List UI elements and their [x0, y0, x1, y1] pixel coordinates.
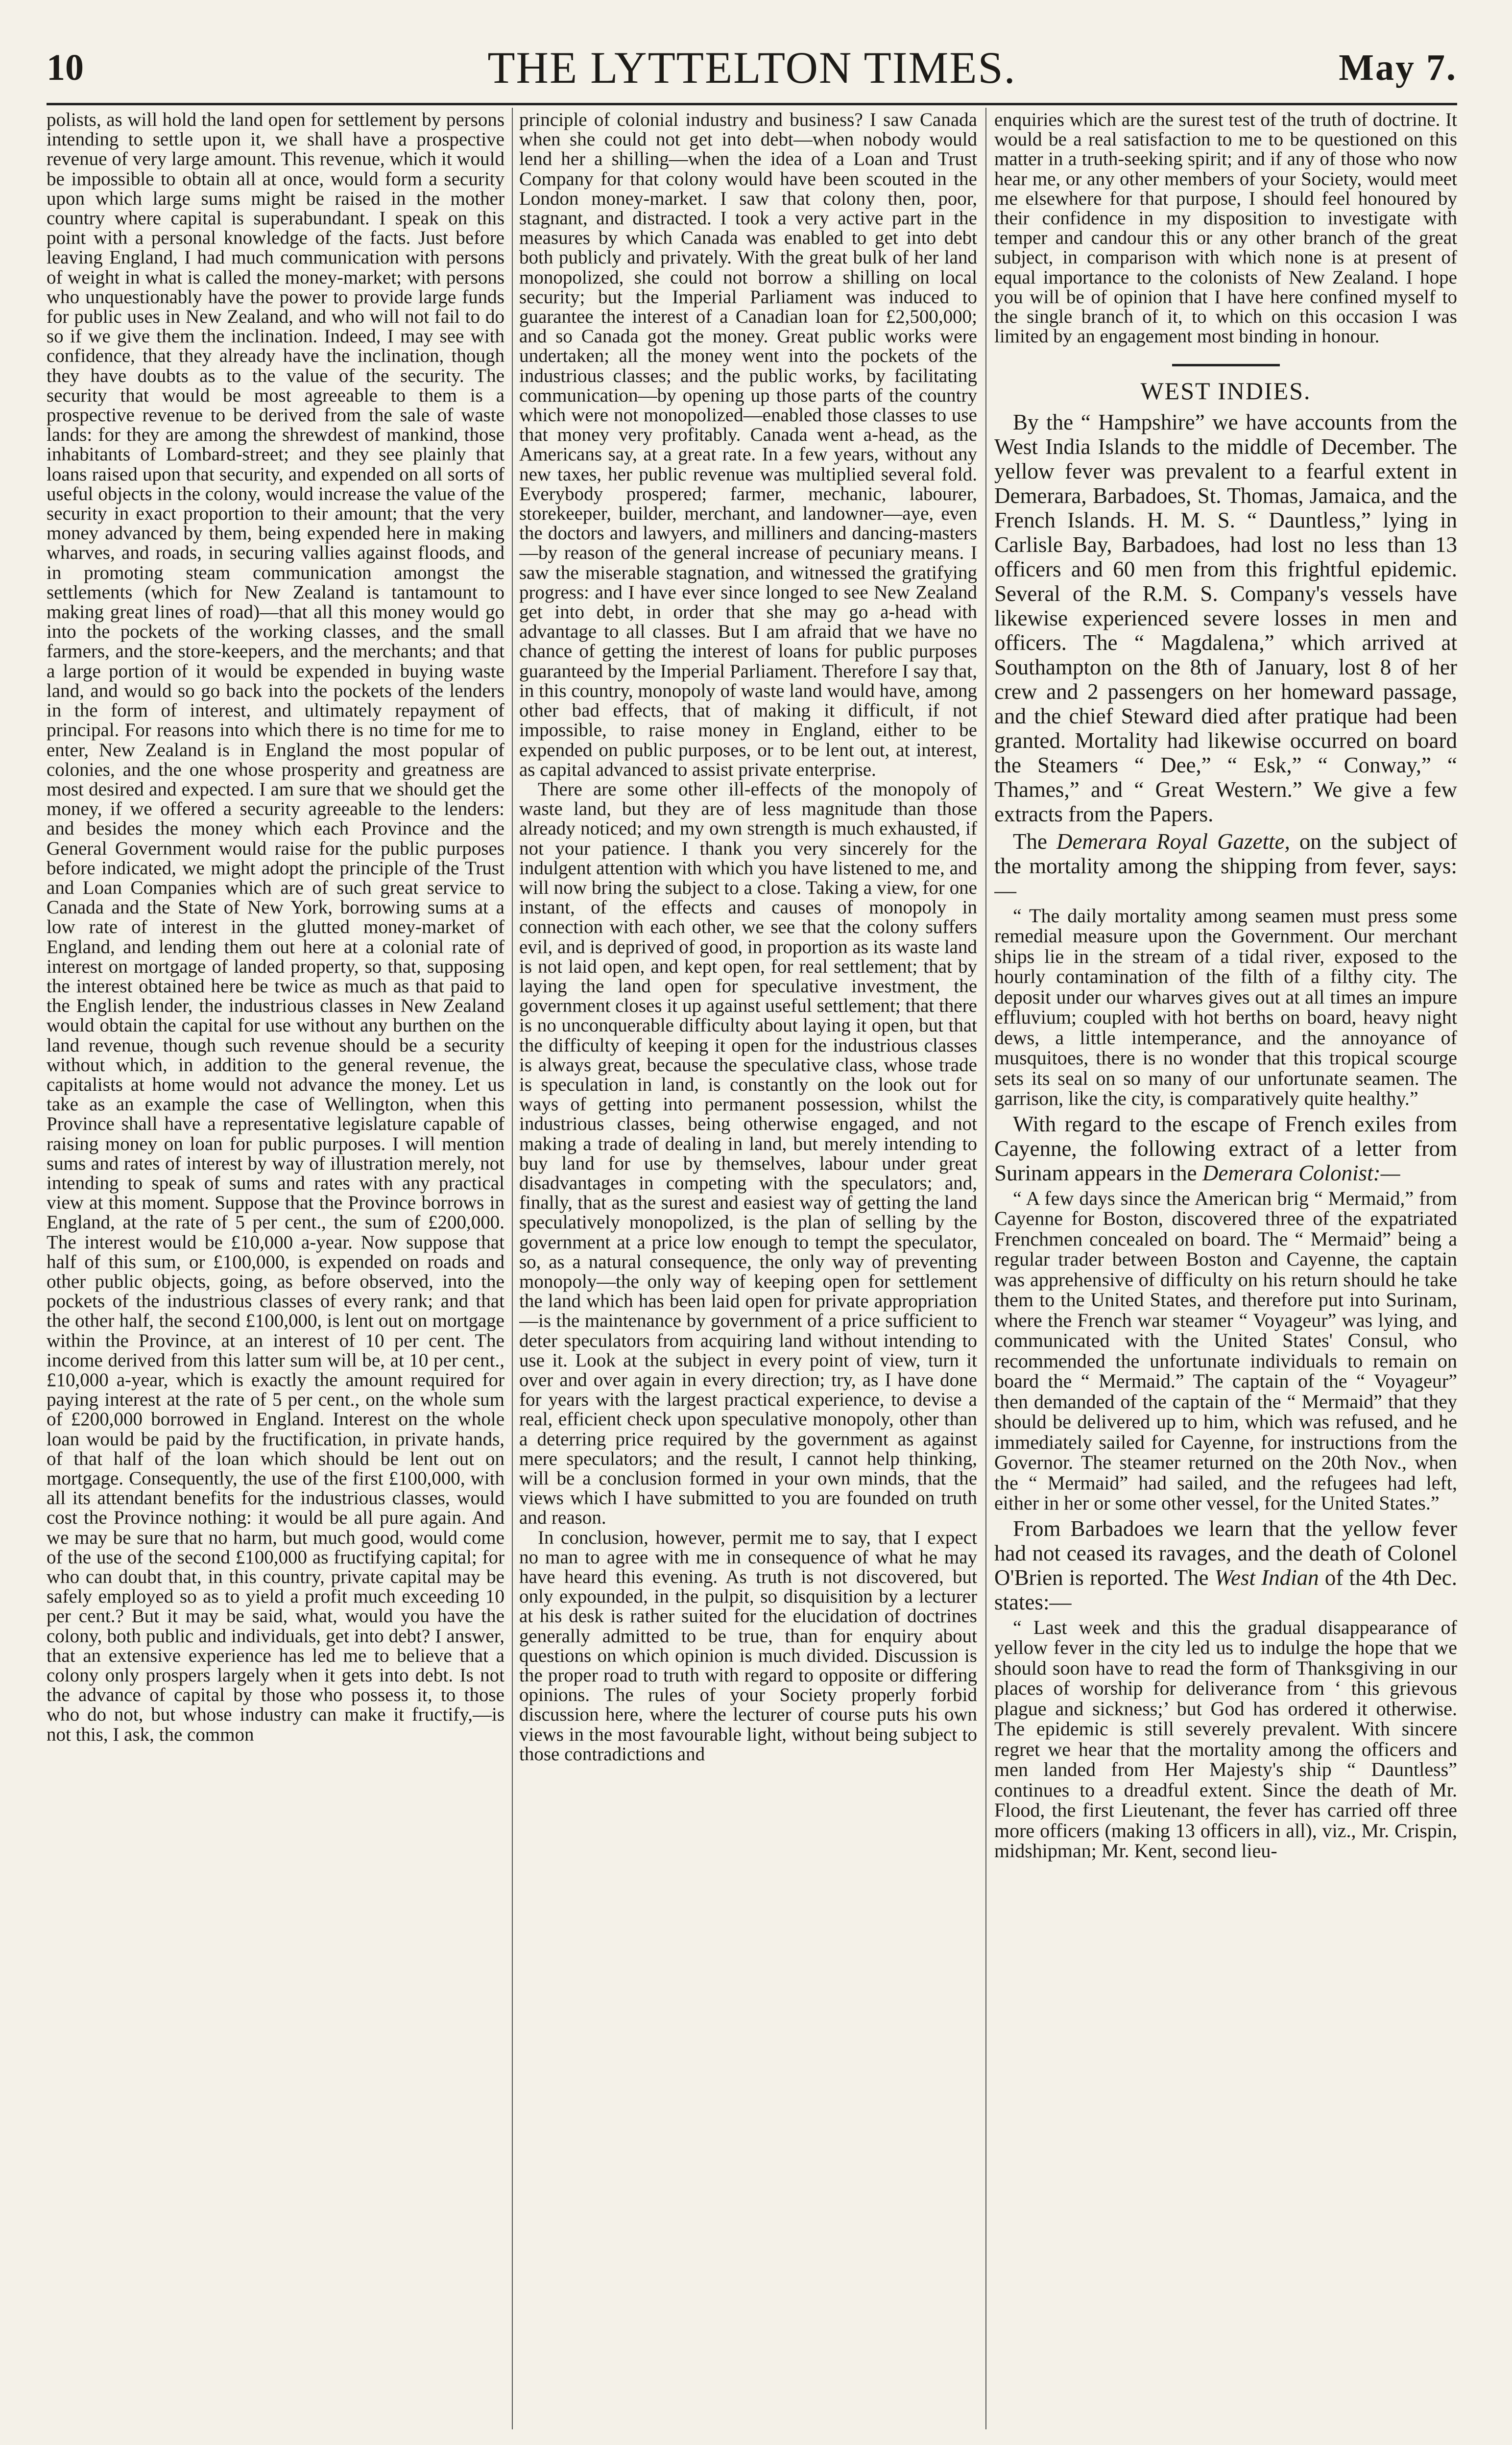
lecture-continuation [994, 110, 1457, 346]
lecture-paragraph: polists, as will hold the land open for settlement by persons intending to settle upon it, we shall have a prospective revenue of very large amount. This revenue, which it would be impossible to obtain all at once, would form a security upon which large sums might be raised in the mother country where capital is superabundant. I speak on this point with a personal knowledge of the facts. Just before leaving England, I had much communication with persons of weight in what is called the money-market; with persons who unquestionably have the power to provide large funds for public uses in New Zealand, and who will not fail to do so if we give them the inclination. Indeed, I may see with confidence, that they already have the inclination, though they have doubts as to the value of the security. The security that would be most agreeable to them is a prospective revenue to be derived from the sale of waste lands: for they are among the shrewdest of mankind, those inhabitants of Lombard-street; and they see plainly that loans raised upon that security, and expended on all sorts of useful objects in the colony, would increase the value of the security in exact proportion to their amount; that the very money advanced by them, being expended here in making wharves, and roads, in securing vallies against floods, and in promoting steam communication amongst the settlements (which for New Zealand is tantamount to making great lines of road)—that all this money would go into the pockets of the working classes, and the small farmers, and the store-keepers, and the merchants; and that a large portion of it would be expended in buying waste land, and would so go back into the pockets of the lenders in the form of interest, and ultimately repayment of principal. For reasons into which there is no time for me to enter, New Zealand is in England the most popular of colonies, and the one whose prosperity and greatness are most desired and expected. I am sure that we should get the money, if we offered a security agreeable to the lenders: and besides the money which each Province and the General Government would raise for the public purposes before indicated, we might adopt the principle of the Trust and Loan Companies which are of such great service to Canada and the State of New York, borrowing sums at a low rate of interest in the glutted money-market of England, and lending them out here at a colonial rate of interest on mortgage of landed property, so that, supposing the interest obtained here be twice as much as that paid to the English lender, the industrious classes in New Zealand would obtain the capital for use without any burthen on the land revenue, though such revenue should be a security without which, in addition to the general revenue, the capitalists at home would not advance the money. Let us take as an example the case of Wellington, when this Province shall have a representative legislature capable of raising money on loan for public purposes. I will mention sums and rates of interest by way of illustration merely, not intending to speak of sums and rates with any practical view at this moment. Suppose that the Province borrows in England, at the rate of 5 per cent., the sum of £200,000. The interest would be £10,000 a-year. Now suppose that half of this sum, or £100,000, is expended on roads and other public objects, going, as before observed, into the pockets of the industrious classes of every rank; and that the other half, the second £100,000, is lent out on mortgage within the Province, at an interest of 10 per cent. The income derived from this latter sum will be, at 10 per cent., £10,000 a-year, which is exactly the amount required for paying interest at the rate of 5 per cent., on the whole sum of £200,000 borrowed in England. Interest on the whole loan would be paid by the fructification, in private hands, of that half of the loan which should be lent out on mortgage. Consequently, the use of the first £100,000, with all its attendant benefits for the industrious classes, would cost the Province nothing: it would be all pure again. And we may be sure that no harm, but much good, would come of the use of the second £100,000 as fructifying capital; for who can doubt that, in this country, private capital may be safely employed so as to yield a profit much exceeding 10 per cent.? But it may be said, what, would you have the colony, both public and individuals, get into debt? I answer, that an extensive experience has led me to believe that a colony only prospers largely when it gets into debt. Is not the advance of capital by those who possess it, to those who do not, but whose industry can make it fructify,—is not this, I ask, the common [47, 110, 504, 1745]
column-1 [47, 110, 504, 2422]
quoted-extract: “ A few days since the American brig “ Mermaid,” from Cayenne for Boston, discovered three of the expatriated Frenchmen concealed on board. The “ Mermaid” being a regular trader between Boston and Cayenne, the captain was apprehensive of difficulty on his return should he take them to the United States, and therefore put into Surinam, where the French war steamer “ Voyageur” was lying, and communicated with the United States' Consul, who recommended the unfortunate individuals to remain on board the “ Mermaid.” The captain of the “ Voyageur” then demanded of the captain of the “ Mermaid” that they should be delivered up to him, which was refused, and he immediately sailed for Cayenne, for instructions from the Governor. The steamer returned on the 20th Nov., when the “ Mermaid” had sailed, and the refugees had left, either in her or some other vessel, for the United States.” [994, 1187, 1457, 1514]
text-run: The [1013, 829, 1047, 854]
article-paragraph [994, 1516, 1457, 1614]
publication-name: West Indian [1214, 1565, 1319, 1590]
lecture-paragraph: There are some other ill-effects of the monopoly of waste land, but they are of less magnitude than those already noticed; and my own strength is much exhausted, if not your patience. I thank you very sincerely for the indulgent attention with which you have listened to me, and will now bring the subject to a close. Taking a view, for one instant, of the effects and causes of monopoly in connection with each other, we see that the colony suffers evil, and is deprived of good, in proportion as its waste land is not laid open, and kept open, for real settlement; that by laying the land open for speculative investment, the government closes it up against useful settlement; that there is no unconquerable difficulty about laying it open, but that the difficulty of keeping it open for the industrious classes is always great, because the speculative class, whose trade is speculation in land, is constantly on the look out for ways of getting into permanent possession, whilst the industrious classes, being otherwise engaged, and not making a trade of dealing in land, but merely intending to buy land for use by themselves, labour under great disadvantages in competing with the speculators; and, finally, that as the surest and easiest way of getting the land speculatively monopolized, is the plan of selling by the government at a price low enough to tempt the speculator, so, as a natural consequence, the only way of preventing monopoly—the only way of keeping open for settlement the land which has been laid open for private appropriation—is the maintenance by government of a price sufficient to deter speculators from acquiring land without intending to use it. Look at the subject in every point of view, turn it over and over again in every direction; try, as I have done for years with the largest practical experience, to devise a real, efficient check upon speculative monopoly, other than a deterring price required by the government as against mere speculators; and the result, I cannot help thinking, will be a conclusion formed in your own minds, that the views which I have submitted to you are founded on truth and reason. [519, 778, 977, 1529]
article-paragraph [994, 829, 1457, 903]
text-run: on the subject of the mortality among the shipping from fever, says:— [994, 829, 1457, 903]
masthead-rule [47, 103, 1457, 105]
west-indies-article [994, 410, 1457, 1861]
lecture-paragraph: enquiries which are the surest test of the truth of doctrine. It would be a real satisfaction to me to be questioned on this matter in a truth-seeking spirit; and if any of those who now hear me, or any other members of your Society, would meet me elsewhere for that purpose, I should feel honoured by their confidence in my disposition to investigate with temper and candour this or any other branch of the great subject, in comparison with which none is at present of equal importance to the colonists of New Zealand. I hope you will be of opinion that I have here confined myself to the single branch of it, to which on this occasion I was limited by an engagement most binding in honour. [994, 110, 1457, 347]
newspaper-title: THE LYTTELTON TIMES. [487, 43, 1016, 93]
text-run: of the 4th Dec. states:— [994, 1565, 1457, 1614]
article-paragraph: By the “ Hampshire” we have accounts from the West India Islands to the middle of December. The yellow fever was prevalent to a fearful extent in Demerara, Barbadoes, St. Thomas, Jamaica, and the French Islands. H. M. S. “ Dauntless,” lying in Carlisle Bay, Barbadoes, had lost no less than 13 officers and 60 men from this frightful epidemic. Several of the R.M. S. Company's vessels have likewise experienced severe losses in men and officers. The “ Magdalena,” which arrived at Southampton on the 8th of January, lost 8 of her crew and 2 passengers on her homeward passage, and the chief Steward died after pratique had been granted. Mortality had likewise occurred on board the Steamers “ Dee,” “ Esk,” “ Conway,” “ Thames,” and “ Great Western.” We give a few extracts from the Papers. [994, 409, 1457, 826]
column-divider [512, 108, 513, 2429]
column-3 [994, 110, 1457, 2422]
lecture-paragraph: In conclusion, however, permit me to say, that I expect no man to agree with me in consequence of what he may have heard this evening. As truth is not discovered, but only expounded, in the pulpit, so disquisition by a lecturer at his desk is rather suited for the elucidation of doctrines generally admitted to be true, than for enquiry about questions on which opinion is much divided. Discussion is the proper road to truth with regard to opposite or differing opinions. The rules of your Society properly forbid discussion here, where the lecturer of course puts his own views in the most favourable light, without being subject to those contradictions and [519, 1527, 977, 1765]
article-paragraph [994, 1112, 1457, 1185]
publication-name: Demerara Colonist:— [1202, 1160, 1400, 1185]
issue-date: May 7. [1339, 47, 1457, 88]
text-run: With regard to the escape of French exiles from Cayenne, the following extract of a letter from Surinam appears in the [994, 1111, 1457, 1185]
section-heading: WEST INDIES. [1140, 377, 1311, 405]
column-divider [985, 108, 986, 2429]
quoted-extract: “ The daily mortality among seamen must press some remedial measure upon the Government. Our merchant ships lie in the stream of a tidal river, exposed to the hourly contamination of the filth of a filthy city. The deposit under our wharves gives out at all times an impure effluvium; coupled with hot berths on board, heavy night dews, a little intemperance, and the annoyance of musquitoes, there is no wonder that this tropical scourge sets its seal on so many of our unfortunate seamen. The garrison, like the city, is comparatively quite healthy.” [994, 904, 1457, 1110]
page-number: 10 [47, 47, 84, 88]
section-separator [1172, 364, 1280, 366]
publication-name: Demerara Royal Gazette, [1056, 829, 1290, 854]
column-2 [519, 110, 977, 2422]
text-run: From Barbadoes we learn that the yellow fever had not ceased its ravages, and the death of Colonel O'Brien is reported. The [994, 1516, 1457, 1590]
masthead [47, 27, 1457, 100]
quoted-extract: “ Last week and this the gradual disappearance of yellow fever in the city led us to indulge the hope that we should soon have to read the form of Thanksgiving in our places of worship for deliverance from ‘ this grievous plague and sickness;’ but God has ordered it otherwise. The epidemic is still severely prevalent. With sincere regret we hear that the mortality among the officers and men landed from Her Majesty's ship “ Dauntless” continues to a dreadful extent. Since the death of Mr. Flood, the first Lieutenant, the fever has carried off three more officers (making 13 officers in all), viz., Mr. Crispin, midshipman; Mr. Kent, second lieu- [994, 1616, 1457, 1862]
lecture-paragraph: principle of colonial industry and business? I saw Canada when she could not get into debt—when nobody would lend her a shilling—when the idea of a Loan and Trust Company for that colony would have been scouted in the London money-market. I saw that colony then, poor, stagnant, and distracted. I took a very active part in the measures by which Canada was enabled to get into debt both publicly and privately. With the great bulk of her land monopolized, she could not borrow a shilling on local security; but the Imperial Parliament was induced to guarantee the interest of a Canadian loan for £2,500,000; and so Canada got the money. Great public works were undertaken; all the money went into the pockets of the industrious classes; and the public works, by facilitating communication—by opening up those parts of the country which were not monopolized—enabled those classes to use that money very profitably. Canada went a-head, as the Americans say, at a great rate. In a few years, without any new taxes, her public revenue was multiplied several fold. Everybody prospered; farmer, mechanic, labourer, storekeeper, builder, merchant, and landowner—aye, even the doctors and lawyers, and milliners and dancing-masters—by reason of the general increase of pecuniary means. I saw the miserable stagnation, and witnessed the gratifying progress: and I have ever since longed to see New Zealand get into debt, in order that she may go a-head with advantage to all classes. But I am afraid that we have no chance of getting the interest of loans for public purposes guaranteed by the Imperial Parliament. Therefore I say that, in this country, monopoly of waste land would have, among other bad effects, that of making it difficult, if not impossible, to raise money in England, either to be expended on public purposes, or to be lent out, at interest, as capital advanced to assist private enterprise. [519, 110, 977, 780]
